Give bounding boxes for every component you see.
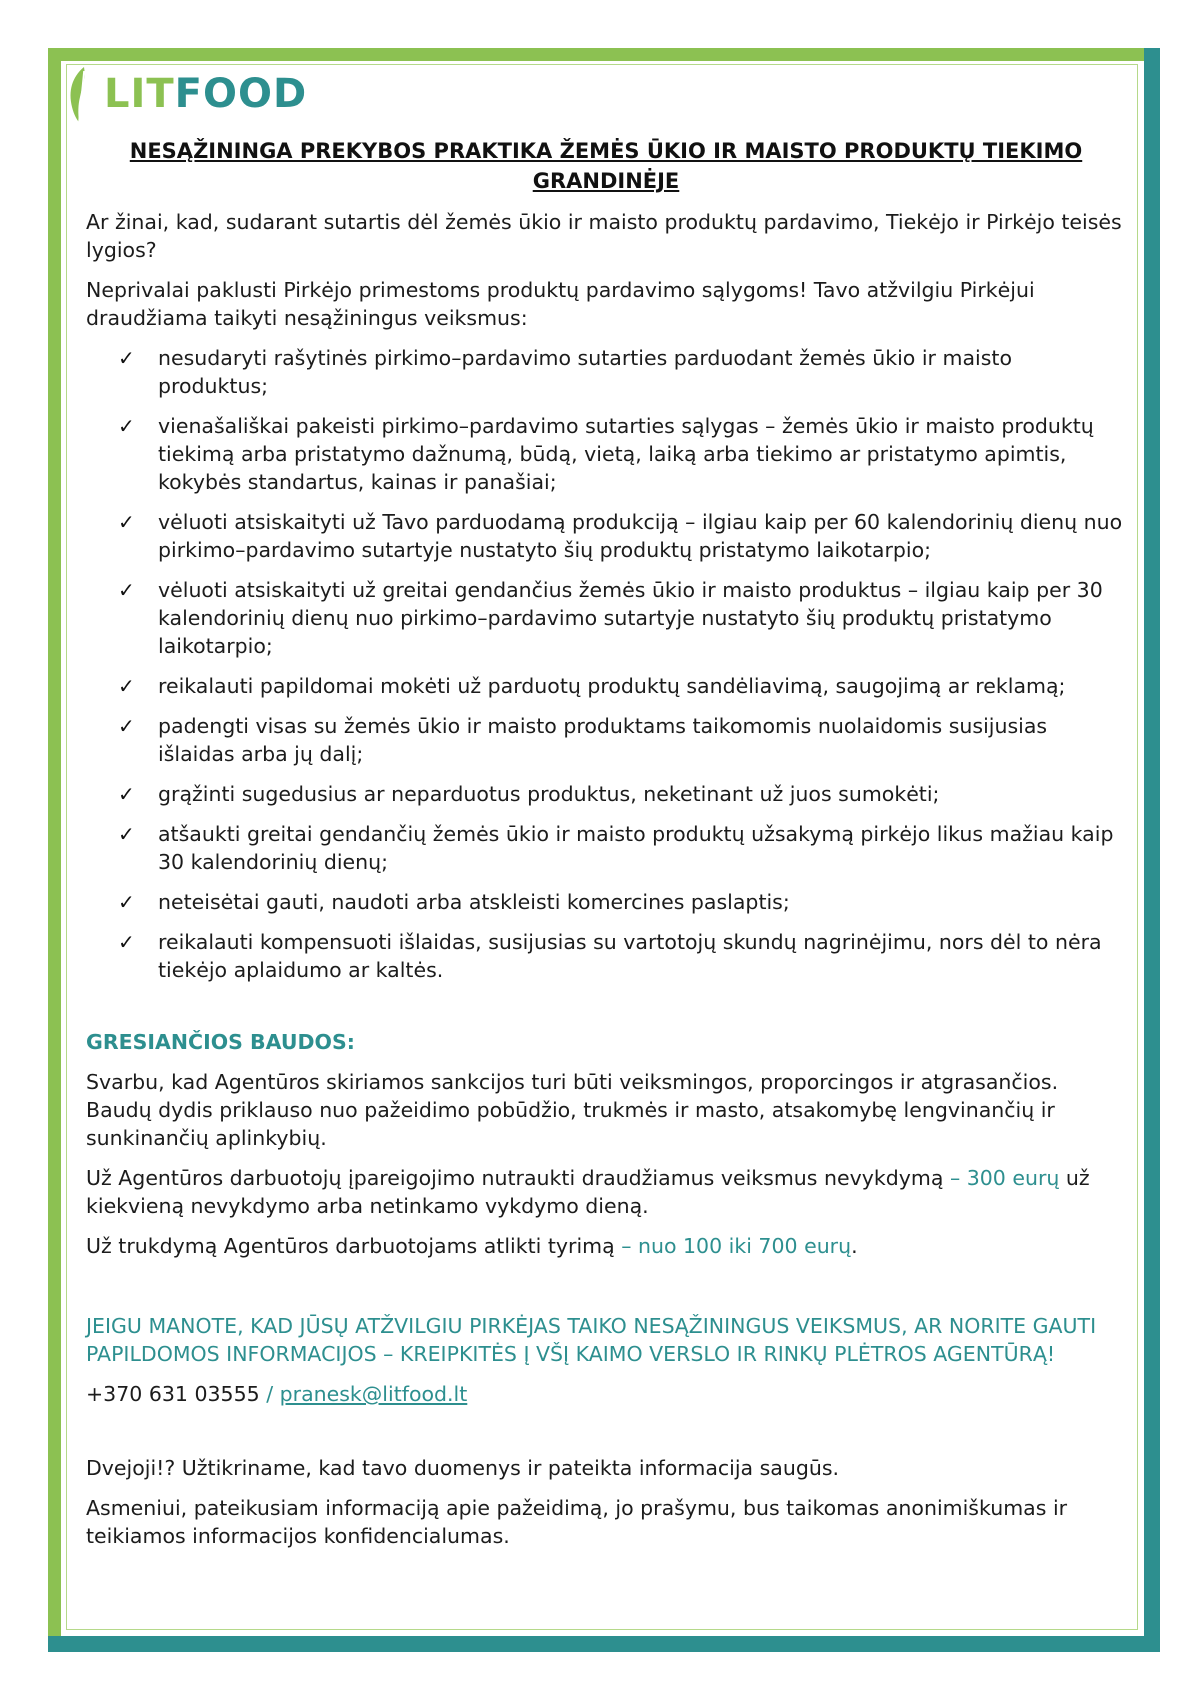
intro-paragraph-1: Ar žinai, kad, sudarant sutartis dėl žemės ūkio ir maisto produktų pardavimo, Tiekėjo ir Pirkėjo teisės lygios? (86, 210, 1122, 262)
checkmark-icon: ✓ (118, 674, 135, 698)
list-item: ✓ reikalauti kompensuoti išlaidas, susijusias su vartotojų skundų nagrinėjimu, nors dėl to nėra tiekėjo aplaidumo ar kaltės. (118, 930, 1102, 982)
fines-heading: GRESIANČIOS BAUDOS: (86, 1030, 355, 1054)
checkmark-icon: ✓ (118, 346, 135, 370)
logo-lit: LIT (104, 71, 175, 117)
frame-bottom-border (48, 1636, 1160, 1652)
list-item: ✓ vėluoti atsiskaityti už Tavo parduodamą produkciją – ilgiau kaip per 60 kalendorinių dienų nuo pirkimo–pardavimo sutartyje nustatyto šių produktų pristatymo laikotarpio; (118, 510, 1123, 562)
fines-paragraph-1: Svarbu, kad Agentūros skiriamos sankcijos turi būti veiksmingos, proporcingos ir atgrasančios. Baudų dydis priklauso nuo pažeidimo pobūdžio, trukmės ir masto, atsakomybę lengvinančių ir sunkinančių aplinkybių. (86, 1070, 1059, 1150)
email-link[interactable]: pranesk@litfood.lt (279, 1382, 468, 1406)
list-item: ✓ vienašališkai pakeisti pirkimo–pardavimo sutarties sąlygas – žemės ūkio ir maisto produktų tiekimą arba pristatymo dažnumą, būdą, vietą, laiką arba tiekimo ar pristatymo apimtis, kokybės standartus, kainas ir panašiai; (118, 414, 1094, 494)
list-item: ✓ padengti visas su žemės ūkio ir maisto produktams taikomomis nuolaidomis susijusias išlaidas arba jų dalį; (118, 714, 1048, 766)
privacy-note-2: Asmeniui, pateikusiam informaciją apie pažeidimą, jo prašymu, bus taikomas anonimiškumas ir teikiamos informacijos konfidencialumas. (86, 1496, 1068, 1548)
list-item: ✓ atšaukti greitai gendančių žemės ūkio ir maisto produktų užsakymą pirkėjo likus mažiau kaip 30 kalendorinių dienų; (118, 822, 1114, 874)
document-title: NESĄŽININGA PREKYBOS PRAKTIKA ŽEMĖS ŪKIO IR MAISTO PRODUKTŲ TIEKIMO GRANDINĖJE (129, 139, 1083, 193)
contact-separator: / (259, 1382, 280, 1406)
phone-number[interactable]: +370 631 03555 (86, 1382, 260, 1406)
intro-paragraph-2: Neprivalai paklusti Pirkėjo primestoms produktų pardavimo sąlygoms! Tavo atžvilgiu Pirkėjui draudžiama taikyti nesąžiningus veiksmus: (86, 278, 1035, 330)
checkmark-icon: ✓ (118, 510, 135, 534)
prohibited-actions-list (86, 344, 1126, 984)
list-item: ✓ vėluoti atsiskaityti už greitai gendančius žemės ūkio ir maisto produktus – ilgiau kaip per 30 kalendorinių dienų nuo pirkimo–pardavimo sutartyje nustatyto šių produktų pristatymo laikotarpio; (118, 578, 1103, 658)
frame-right-border (1144, 48, 1160, 1652)
checkmark-icon: ✓ (118, 890, 135, 914)
checkmark-icon: ✓ (118, 414, 135, 438)
logo-food: FOOD (174, 71, 308, 117)
frame-left-border (48, 48, 61, 1652)
checkmark-icon: ✓ (118, 578, 135, 602)
contact-line (86, 1380, 1126, 1408)
document-content (86, 62, 1126, 1562)
list-item: ✓ nesudaryti rašytinės pirkimo–pardavimo sutarties parduodant žemės ūkio ir maisto produktus; (118, 346, 1012, 398)
checkmark-icon: ✓ (118, 822, 135, 846)
leaf-icon (68, 65, 90, 123)
litfood-logo (68, 62, 1126, 126)
privacy-note-1: Dvejoji!? Užtikriname, kad tavo duomenys ir pateikta informacija saugūs. (86, 1456, 840, 1480)
checkmark-icon: ✓ (118, 714, 135, 738)
list-item: ✓ reikalauti papildomai mokėti už parduotų produktų sandėliavimą, saugojimą ar reklamą; (118, 674, 1066, 698)
checkmark-icon: ✓ (118, 782, 135, 806)
list-item: ✓ grąžinti sugedusius ar neparduotus produktus, neketinant už juos sumokėti; (118, 782, 940, 806)
fines-paragraph-2: Už Agentūros darbuotojų įpareigojimo nutraukti draudžiamus veiksmus nevykdymą – 300 eurų už kiekvieną nevykdymo arba netinkamo vykdymo dieną. (86, 1166, 1090, 1218)
fine-amount-300: – 300 eurų (949, 1166, 1060, 1190)
frame-top-border (48, 48, 1160, 61)
call-to-action: JEIGU MANOTE, KAD JŪSŲ ATŽVILGIU PIRKĖJAS TAIKO NESĄŽININGUS VEIKSMUS, AR NORITE GAUTI PAPILDOMOS INFORMACIJOS – KREIPKITĖS Į VŠĮ KAIMO VERSLO IR RINKŲ PLĖTROS AGENTŪRĄ! (86, 1314, 1097, 1366)
list-item: ✓ neteisėtai gauti, naudoti arba atskleisti komercines paslaptis; (118, 890, 790, 914)
checkmark-icon: ✓ (118, 930, 135, 954)
fines-paragraph-3: Už trukdymą Agentūros darbuotojams atlikti tyrimą – nuo 100 iki 700 eurų. (86, 1234, 858, 1258)
fine-amount-range: – nuo 100 iki 700 eurų (621, 1234, 852, 1258)
